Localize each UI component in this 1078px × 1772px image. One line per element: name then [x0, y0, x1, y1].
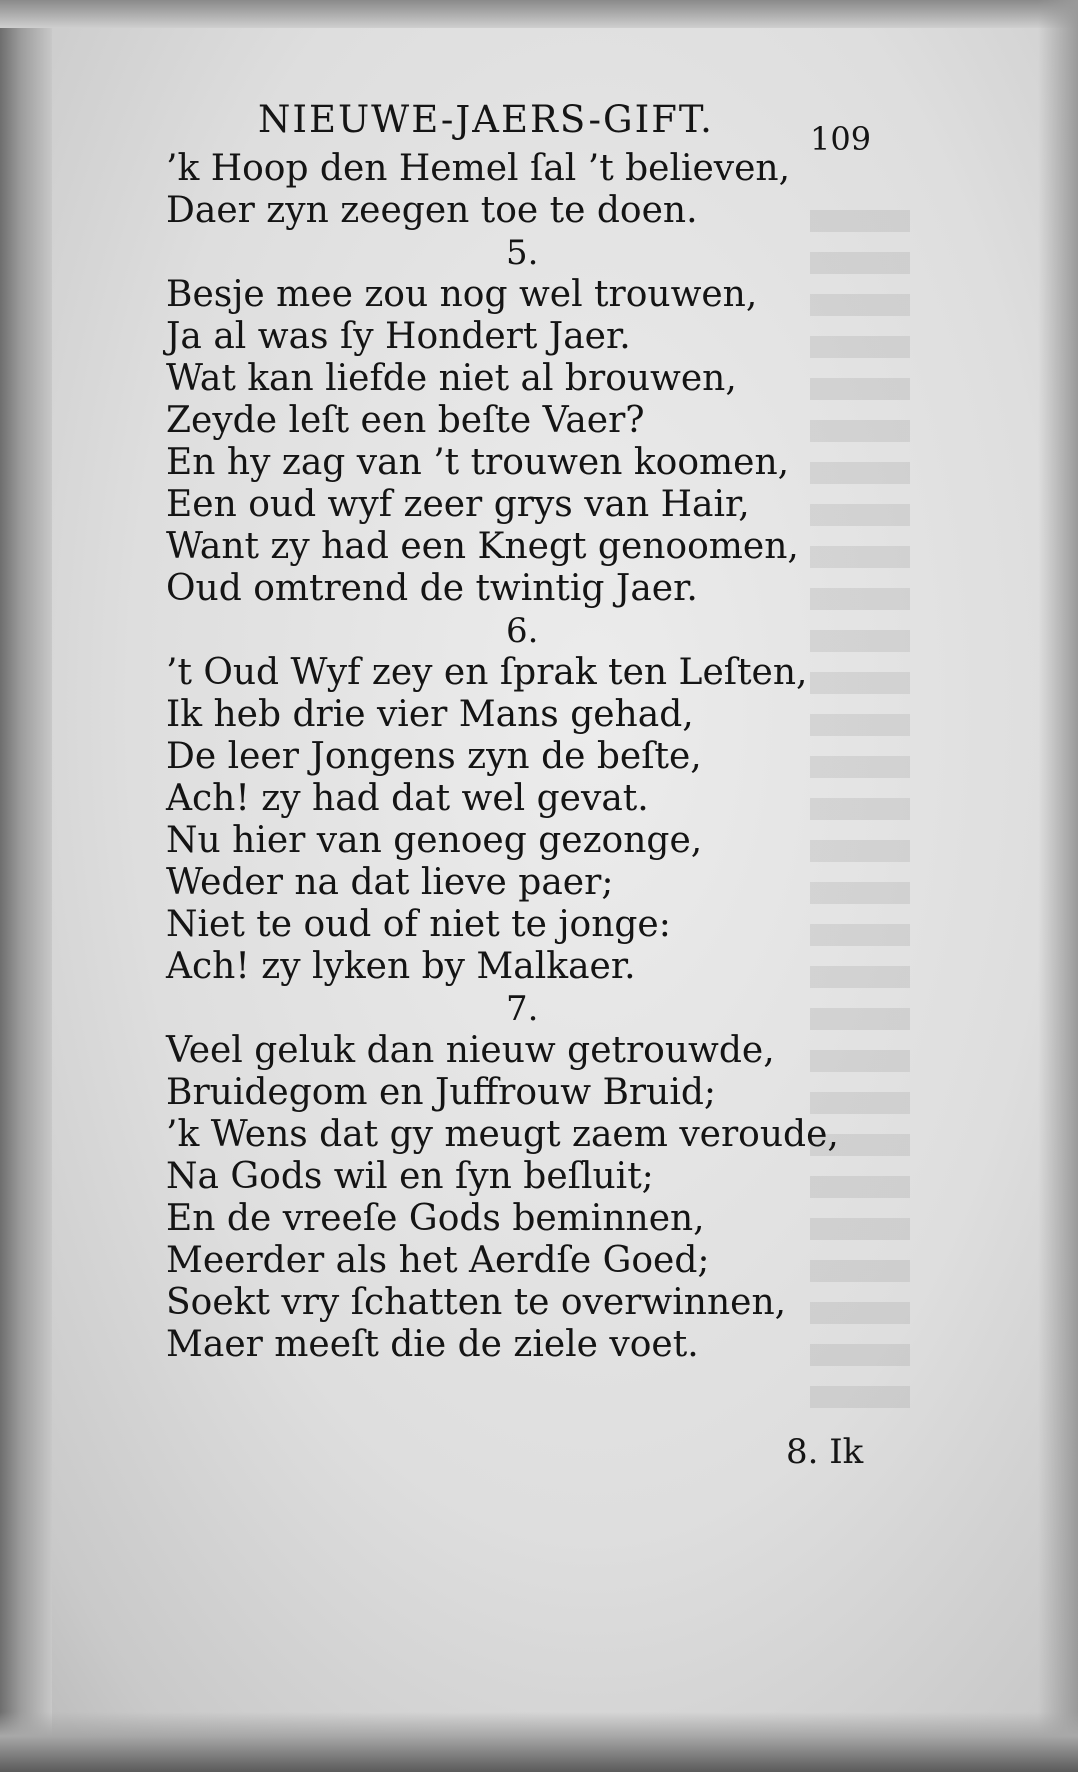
- verse-line: De leer Jongens zyn de beſte,: [166, 736, 702, 777]
- verse-line: ’k Hoop den Hemel ſal ’t believen,: [166, 148, 791, 189]
- running-title: NIEUWE-JAERS-GIFT.: [258, 98, 714, 141]
- verse-line: Want zy had een Knegt genoomen,: [166, 526, 799, 567]
- verse-line: Ach! zy had dat wel gevat.: [166, 778, 649, 819]
- verse-line: Ik heb drie vier Mans gehad,: [166, 694, 694, 735]
- verse-line: En hy zag van ’t trouwen koomen,: [166, 442, 790, 483]
- page-right-shadow: [1038, 0, 1078, 1772]
- stanza-number: 7.: [506, 989, 539, 1029]
- page-header: [258, 90, 878, 158]
- verse-line: Besje mee zou nog wel trouwen,: [166, 274, 758, 315]
- verse-line: Wat kan liefde niet al brouwen,: [166, 358, 737, 399]
- verse-line: Soekt vry ſchatten te overwinnen,: [166, 1282, 787, 1323]
- verse-line: Meerder als het Aerdſe Goed;: [166, 1240, 710, 1281]
- page-top-shadow: [0, 0, 1078, 28]
- verse-line: Een oud wyf zeer grys van Hair,: [166, 484, 750, 525]
- verse-line: En de vreeſe Gods beminnen,: [166, 1198, 705, 1239]
- verse-line: Veel geluk dan nieuw getrouwde,: [166, 1030, 775, 1071]
- verse-line: Ach! zy lyken by Malkaer.: [166, 946, 636, 987]
- verse-line: Nu hier van genoeg gezonge,: [166, 820, 703, 861]
- page-number: 109: [810, 120, 872, 158]
- verse-line: Zeyde leſt een beſte Vaer?: [166, 400, 645, 441]
- verse-line: Daer zyn zeegen toe te doen.: [166, 190, 698, 231]
- verse-line: Niet te oud of niet te jonge:: [166, 904, 671, 945]
- stanza-number: 5.: [506, 233, 539, 273]
- catchword: 8. Ik: [786, 1432, 864, 1472]
- verse-line: Oud omtrend de twintig Jaer.: [166, 568, 698, 609]
- verse-line: Weder na dat lieve paer;: [166, 862, 614, 903]
- verse-line: Bruidegom en Juffrouw Bruid;: [166, 1072, 717, 1113]
- stanza-number: 6.: [506, 611, 539, 651]
- verse-line: Maer meeſt die de ziele voet.: [166, 1324, 699, 1365]
- poem-text: [166, 148, 886, 1366]
- verse-line: ’t Oud Wyf zey en ſprak ten Leſten,: [166, 652, 808, 693]
- verse-line: Ja al was ſy Hondert Jaer.: [166, 316, 631, 357]
- page-gutter-shadow: [0, 0, 52, 1772]
- verse-line: ’k Wens dat gy meugt zaem veroude,: [166, 1114, 839, 1155]
- verse-line: Na Gods wil en ſyn beſluit;: [166, 1156, 654, 1197]
- page-bottom-shadow: [0, 1712, 1078, 1772]
